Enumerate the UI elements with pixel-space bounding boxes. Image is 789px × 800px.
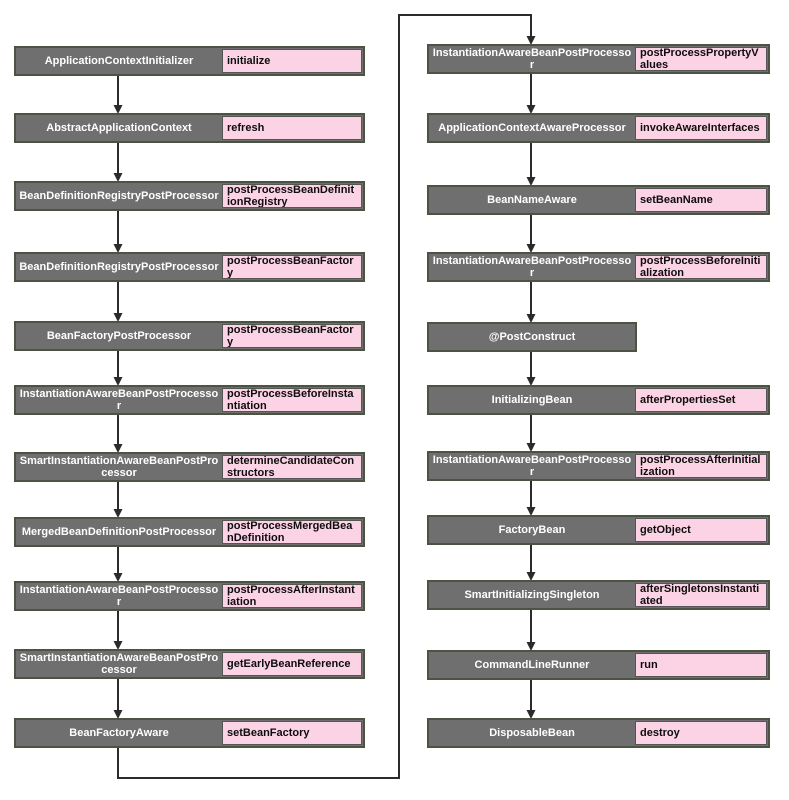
method-label: postProcessBeanFactory [222,324,362,348]
class-label: BeanNameAware [487,194,577,206]
method-label: postProcessBeforeInstantiation [222,388,362,412]
lifecycle-node-left-6 [14,452,365,482]
lifecycle-node-right-7 [427,515,770,545]
method-label: postProcessPropertyValues [635,47,767,71]
class-label: @PostConstruct [488,331,576,343]
class-label: BeanDefinitionRegistryPostProcessor [19,190,219,202]
method-label: afterPropertiesSet [635,388,767,412]
lifecycle-node-right-9 [427,650,770,680]
lifecycle-node-right-6 [427,451,770,481]
class-label: SmartInstantiationAwareBeanPostProcessor [19,652,219,676]
lifecycle-node-right-4 [427,322,637,352]
class-label: FactoryBean [498,524,566,536]
method-label: determineCandidateConstructors [222,455,362,479]
lifecycle-node-left-0 [14,46,365,76]
class-label: MergedBeanDefinitionPostProcessor [21,526,217,538]
lifecycle-node-left-2 [14,181,365,211]
method-label: postProcessAfterInstantiation [222,584,362,608]
class-label: InstantiationAwareBeanPostProcessor [19,584,219,608]
method-label: getObject [635,518,767,542]
class-label: ApplicationContextAwareProcessor [438,122,626,134]
class-label: AbstractApplicationContext [46,122,192,134]
lifecycle-node-left-8 [14,581,365,611]
lifecycle-node-right-8 [427,580,770,610]
class-label: ApplicationContextInitializer [44,55,194,67]
class-label: BeanDefinitionRegistryPostProcessor [19,261,219,273]
lifecycle-node-left-1 [14,113,365,143]
method-label: destroy [635,721,767,745]
lifecycle-node-left-4 [14,321,365,351]
class-label: CommandLineRunner [474,659,590,671]
method-label: setBeanFactory [222,721,362,745]
class-label: InstantiationAwareBeanPostProcessor [432,255,632,279]
method-label: refresh [222,116,362,140]
lifecycle-node-left-10 [14,718,365,748]
lifecycle-node-left-3 [14,252,365,282]
class-label: InitializingBean [491,394,573,406]
method-label: run [635,653,767,677]
method-label: setBeanName [635,188,767,212]
method-label: postProcessMergedBeanDefinition [222,520,362,544]
method-label: postProcessAfterInitialization [635,454,767,478]
method-label: postProcessBeanFactory [222,255,362,279]
class-label: BeanFactoryAware [69,727,169,739]
class-label: SmartInitializingSingleton [464,589,600,601]
class-label: InstantiationAwareBeanPostProcessor [19,388,219,412]
lifecycle-node-right-2 [427,185,770,215]
class-label: SmartInstantiationAwareBeanPostProcessor [19,455,219,479]
lifecycle-node-right-1 [427,113,770,143]
class-label: InstantiationAwareBeanPostProcessor [432,454,632,478]
method-label: initialize [222,49,362,73]
lifecycle-node-right-10 [427,718,770,748]
lifecycle-node-left-7 [14,517,365,547]
lifecycle-node-left-9 [14,649,365,679]
lifecycle-node-right-0 [427,44,770,74]
class-label: DisposableBean [489,727,575,739]
lifecycle-node-right-3 [427,252,770,282]
method-label: postProcessBeanDefinitionRegistry [222,184,362,208]
method-label: getEarlyBeanReference [222,652,362,676]
lifecycle-node-left-5 [14,385,365,415]
method-label: invokeAwareInterfaces [635,116,767,140]
method-label: afterSingletonsInstantiated [635,583,767,607]
lifecycle-node-right-5 [427,385,770,415]
class-label: BeanFactoryPostProcessor [46,330,192,342]
class-label: InstantiationAwareBeanPostProcessor [432,47,632,71]
method-label: postProcessBeforeInitialization [635,255,767,279]
